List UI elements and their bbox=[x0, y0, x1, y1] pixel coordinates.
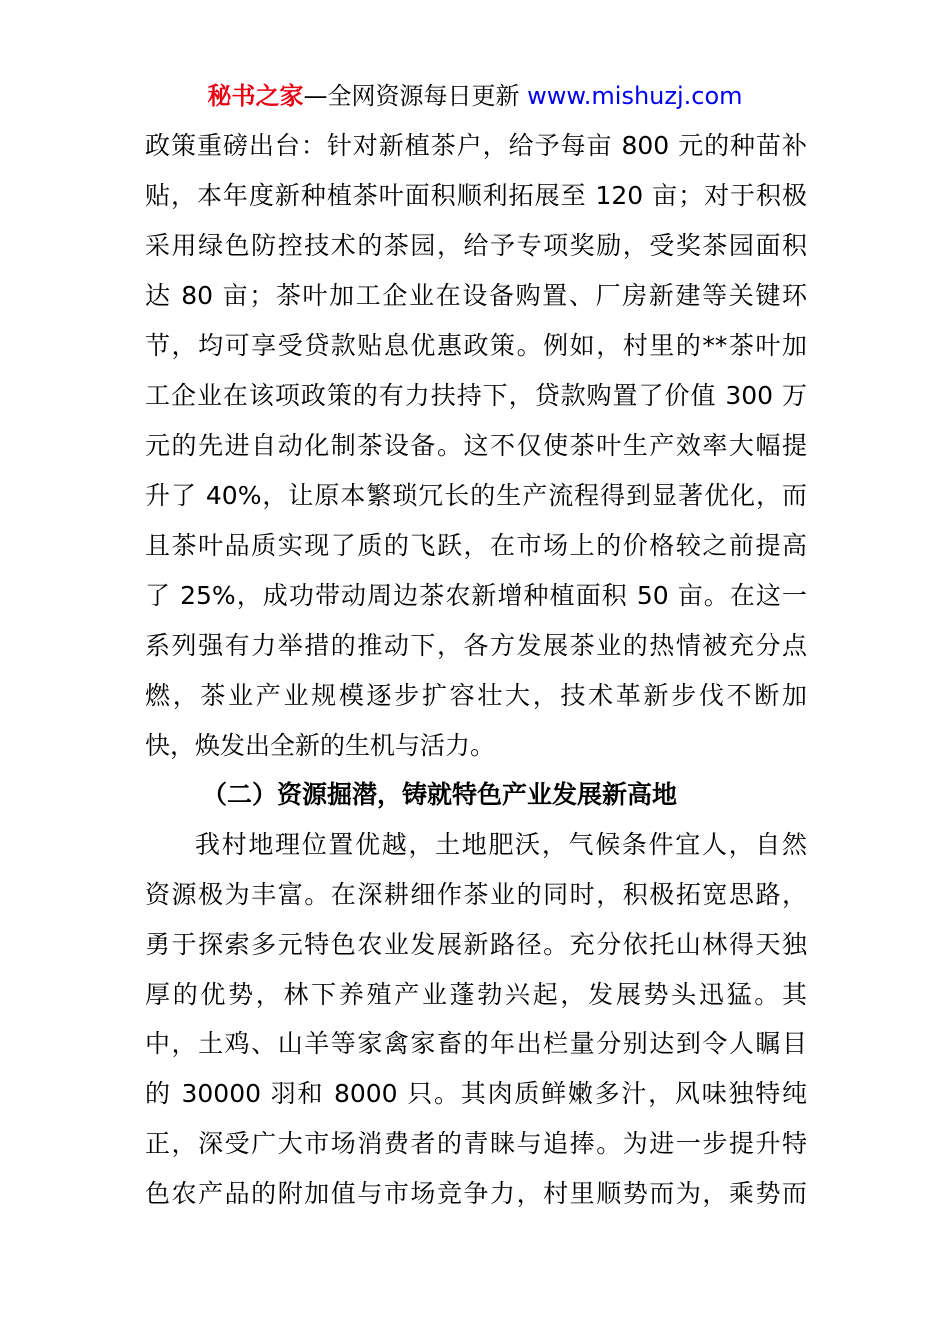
text-line: 厚的优势，林下养殖产业蓬勃兴起，发展势头迅猛。其 bbox=[145, 980, 807, 1009]
text-line: 中，土鸡、山羊等家禽家畜的年出栏量分别达到令人瞩目 bbox=[145, 1029, 807, 1058]
text-line: 快，焕发出全新的生机与活力。 bbox=[145, 731, 496, 760]
text-line: 达 80 亩；茶叶加工企业在设备购置、厂房新建等关键环 bbox=[145, 281, 807, 310]
text-line: 工企业在该项政策的有力扶持下，贷款购置了价值 300 万 bbox=[145, 381, 807, 410]
text-line: 节，均可享受贷款贴息优惠政策。例如，村里的**茶叶加 bbox=[145, 331, 807, 360]
text-line: 系列强有力举措的推动下，各方发展茶业的热情被充分点 bbox=[145, 631, 807, 660]
text-line: 的 30000 羽和 8000 只。其肉质鲜嫩多汁，风味独特纯 bbox=[145, 1079, 807, 1108]
text-line: 正，深受广大市场消费者的青睐与追捧。为进一步提升特 bbox=[145, 1129, 807, 1158]
text-line: 元的先进自动化制茶设备。这不仅使茶叶生产效率大幅提 bbox=[145, 431, 807, 460]
text-line: 了 25%，成功带动周边茶农新增种植面积 50 亩。在这一 bbox=[145, 581, 807, 610]
section-heading: （二）资源掘潜，铸就特色产业发展新高地 bbox=[202, 780, 678, 809]
site-slogan: —全网资源每日更新 bbox=[303, 82, 528, 110]
text-line: 政策重磅出台：针对新植茶户，给予每亩 800 元的种苗补 bbox=[145, 131, 807, 160]
text-line: 贴，本年度新种植茶叶面积顺利拓展至 120 亩；对于积极 bbox=[145, 181, 807, 210]
text-line: 燃，茶业产业规模逐步扩容壮大，技术革新步伐不断加 bbox=[145, 681, 807, 710]
site-header bbox=[0, 80, 950, 112]
site-url-link[interactable]: www.mishuzj.com bbox=[527, 82, 743, 110]
text-line: 资源极为丰富。在深耕细作茶业的同时，积极拓宽思路， bbox=[145, 880, 807, 909]
text-line: 我村地理位置优越，土地肥沃，气候条件宜人，自然 bbox=[195, 830, 807, 859]
text-line: 且茶叶品质实现了质的飞跃，在市场上的价格较之前提高 bbox=[145, 531, 807, 560]
text-line: 升了 40%，让原本繁琐冗长的生产流程得到显著优化，而 bbox=[145, 481, 807, 510]
text-line: 色农产品的附加值与市场竞争力，村里顺势而为，乘势而 bbox=[145, 1179, 807, 1208]
text-line: 采用绿色防控技术的茶园，给予专项奖励，受奖茶园面积 bbox=[145, 231, 807, 260]
site-brand: 秘书之家 bbox=[207, 82, 304, 110]
text-line: 勇于探索多元特色农业发展新路径。充分依托山林得天独 bbox=[145, 930, 807, 959]
